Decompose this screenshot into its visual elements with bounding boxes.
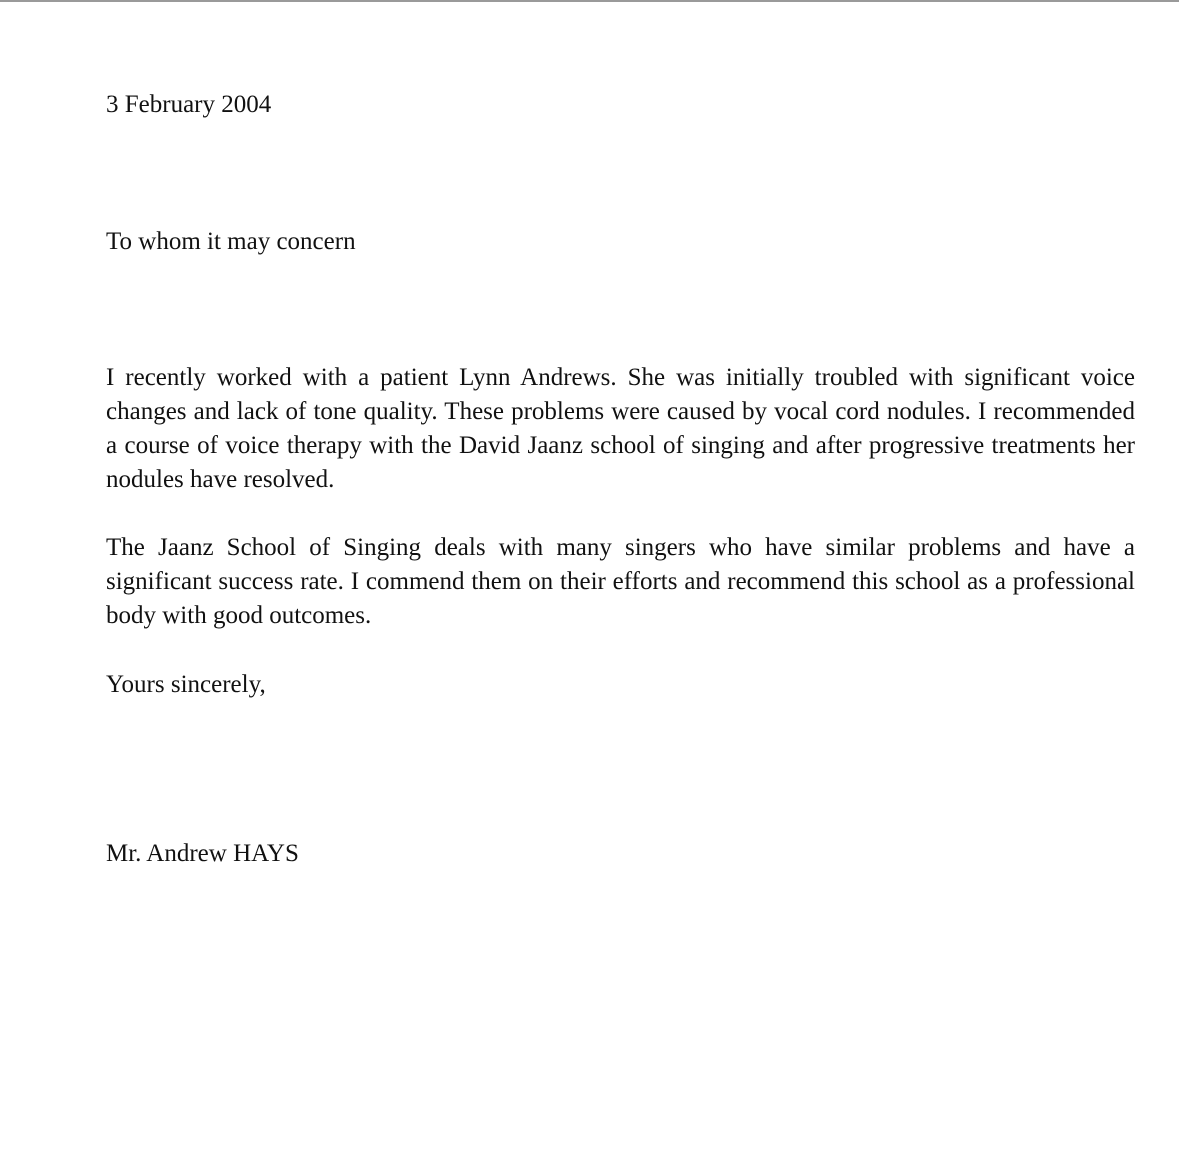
page-top-border [0,0,1179,2]
letter-signatory: Mr. Andrew HAYS [106,840,299,867]
letter-closing: Yours sincerely, [106,671,266,698]
letter-paragraph-1: I recently worked with a patient Lynn Andrews. She was initially troubled with significant voice changes and lack of tone quality. These problems were caused by vocal cord nodules. I recommended a course of voice therapy with the David Jaanz school of singing and after progressive treatments her nodules have resolved. [106,364,1135,493]
letter-paragraph-2: The Jaanz School of Singing deals with many singers who have similar problems and have a significant success rate. I commend them on their efforts and recommend this school as a professional body with good outcomes. [106,534,1135,629]
letter-date: 3 February 2004 [106,91,272,118]
letter-salutation: To whom it may concern [106,228,356,255]
